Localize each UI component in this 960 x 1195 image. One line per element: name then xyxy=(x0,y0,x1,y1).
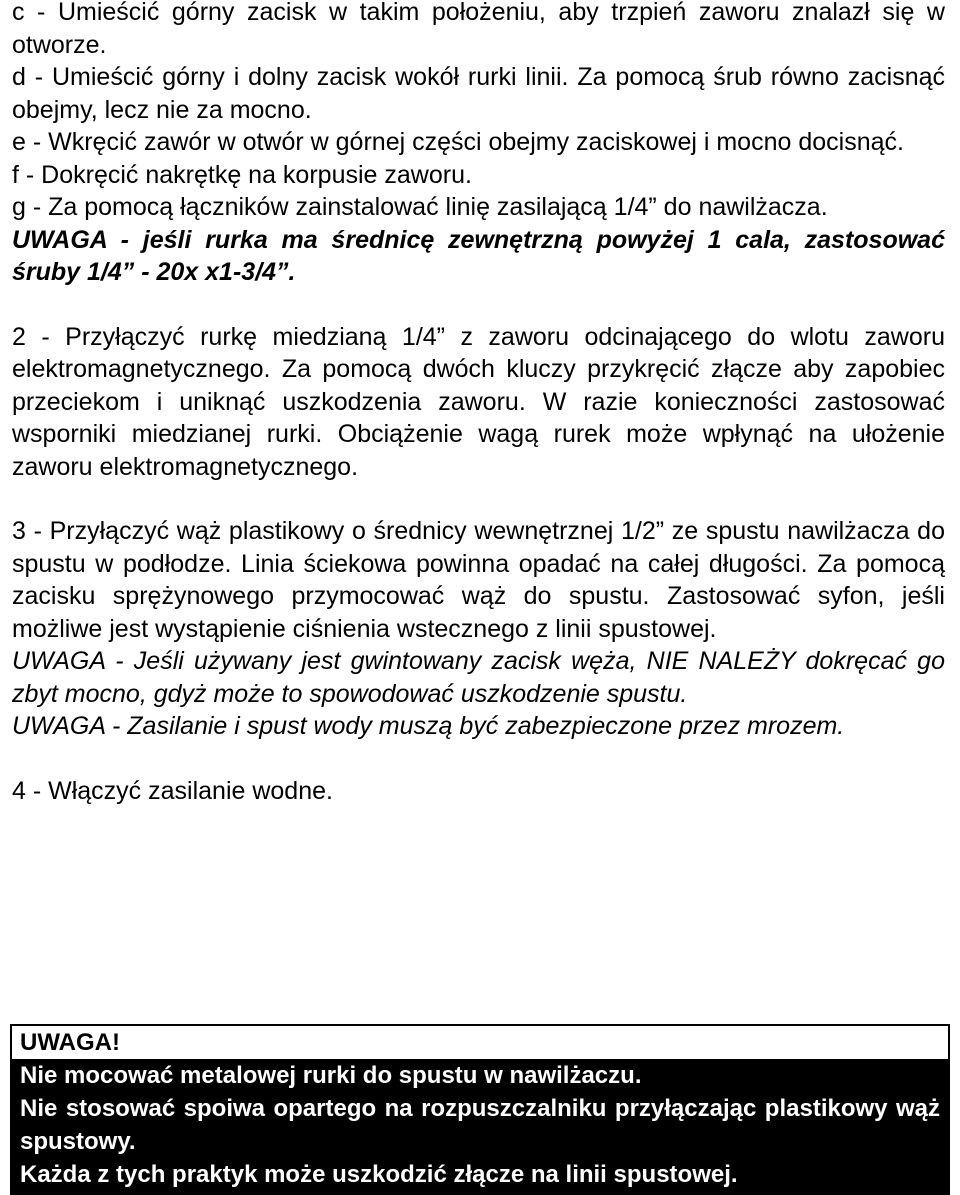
note-frost: UWAGA - Zasilanie i spust wody muszą być zabezpieczone przez mrozem. xyxy=(12,712,845,740)
spacer xyxy=(12,289,945,321)
step-4: 4 - Włączyć zasilanie wodne. xyxy=(12,776,333,805)
spacer xyxy=(12,483,945,515)
document-body xyxy=(12,0,945,807)
step-2: 2 - Przyłączyć rurkę miedzianą 1/4” z zaworu odcinającego do wlotu zaworu elektromagnetycznego. Za pomocą dwóch kluczy przykręcić złącze aby zapobiec przeciekom i uniknąć uszkodzenia zaworu. W razie konieczności zastosować wsporniki miedzianej rurki. Obciążenie wagą rurek może wpłynąć na ułożenie zaworu elektromagnetycznego. xyxy=(12,322,945,481)
warning-line: Każda z tych praktyk może uszkodzić złącze na linii spustowej. xyxy=(20,1161,738,1188)
warning-box xyxy=(10,1024,950,1195)
warning-title: UWAGA! xyxy=(12,1026,948,1059)
step-d: d - Umieścić górny i dolny zacisk wokół rurki linii. Za pomocą śrub równo zacisnąć obejmy, lecz nie za mocno. xyxy=(12,63,945,124)
note-pipe-diameter: UWAGA - jeśli rurka ma średnicę zewnętrzną powyżej 1 cala, zastosować śruby 1/4” - 20x x1-3/4”. xyxy=(12,225,945,286)
step-g: g - Za pomocą łączników zainstalować linię zasilającą 1/4” do nawilżacza. xyxy=(12,193,828,221)
warning-body xyxy=(12,1059,948,1193)
warning-line: Nie stosować spoiwa opartego na rozpuszczalniku przyłączając plastikowy wąż spustowy. xyxy=(20,1095,940,1155)
step-e: e - Wkręcić zawór w otwór w górnej części obejmy zaciskowej i mocno docisnąć. xyxy=(12,128,904,156)
step-c: c - Umieścić górny zacisk w takim położeniu, aby trzpień zaworu znalazł się w otworze. xyxy=(12,0,945,59)
step-f: f - Dokręcić nakrętkę na korpusie zaworu. xyxy=(12,160,472,189)
warning-line: Nie mocować metalowej rurki do spustu w nawilżaczu. xyxy=(20,1062,642,1089)
note-hose-clamp: UWAGA - Jeśli używany jest gwintowany zacisk węża, NIE NALEŻY dokręcać go zbyt mocno, gdyż może to spowodować uszkodzenie spustu. xyxy=(12,647,945,708)
spacer xyxy=(12,743,945,775)
step-3: 3 - Przyłączyć wąż plastikowy o średnicy wewnętrznej 1/2” ze spustu nawilżacza do spustu w podłodze. Linia ściekowa powinna opadać na całej długości. Za pomocą zacisku sprężynowego przymocować wąż do spustu. Zastosować syfon, jeśli możliwe jest wystąpienie ciśnienia wstecznego z linii spustowej. xyxy=(12,517,945,643)
